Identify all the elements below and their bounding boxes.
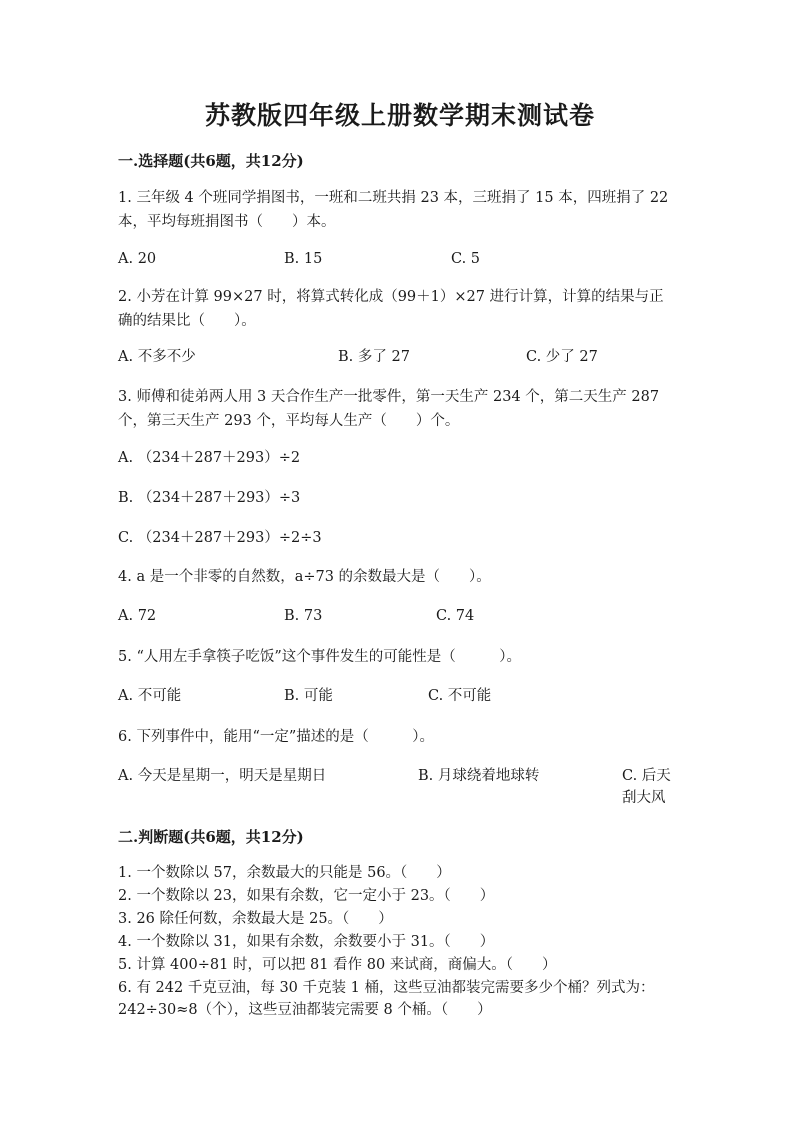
question-1-option-b: B. 15 (284, 251, 323, 267)
question-5-options (118, 685, 678, 707)
judgement-item-5: 5. 计算 400÷81 时，可以把 81 看作 80 来试商，商偏大。（ ） (118, 957, 557, 973)
question-6-text: 6. 下列事件中，能用“一定”描述的是（ ）。 (118, 729, 435, 745)
question-4-option-b: B. 73 (284, 608, 323, 624)
question-4-option-a: A. 72 (118, 608, 157, 624)
judgement-item-2: 2. 一个数除以 23，如果有余数，它一定小于 23。（ ） (118, 888, 495, 904)
question-3-option-b-row (118, 487, 678, 509)
question-2-options (118, 346, 678, 368)
question-2-option-c: C. 少了 27 (526, 349, 598, 365)
question-4-options (118, 605, 678, 627)
question-3-option-a: A. （234＋287＋293）÷2 (118, 450, 301, 466)
judgement-item-1: 1. 一个数除以 57，余数最大的只能是 56。（ ） (118, 865, 451, 881)
section-heading-judgement: 二.判断题(共6题，共12分) (118, 828, 304, 846)
question-6-options (118, 765, 678, 809)
judgement-item-6: 6. 有 242 千克豆油，每 30 千克装 1 桶，这些豆油都装完需要多少个桶？列式为：242÷30≈8（个），这些豆油都装完需要 8 个桶。（ ） (118, 980, 655, 1018)
question-3-option-c-row (118, 527, 678, 549)
question-1-options (118, 248, 678, 270)
question-4-option-c: C. 74 (436, 608, 475, 624)
question-2-option-a: A. 不多不少 (118, 349, 196, 365)
question-6-option-a: A. 今天是星期一，明天是星期日 (118, 768, 327, 784)
question-6-option-c: C. 后天刮大风 (622, 768, 671, 806)
question-1-text: 1. 三年级 4 个班同学捐图书，一班和二班共捐 23 本，三班捐了 15 本，四班捐了 22 本，平均每班捐图书（ ）本。 (118, 190, 669, 230)
question-3-option-c: C. （234＋287＋293）÷2÷3 (118, 530, 322, 546)
question-5-option-c: C. 不可能 (428, 688, 492, 704)
question-3-option-b: B. （234＋287＋293）÷3 (118, 490, 301, 506)
question-6-option-b: B. 月球绕着地球转 (418, 768, 540, 784)
page-title: 苏教版四年级上册数学期末测试卷 (204, 101, 595, 130)
section-heading-choice: 一.选择题(共6题，共12分) (118, 152, 304, 170)
question-2-text: 2. 小芳在计算 99×27 时，将算式转化成（99＋1）×27 进行计算，计算的结果与正确的结果比（ ）。 (118, 289, 664, 329)
question-5-option-b: B. 可能 (284, 688, 333, 704)
question-1-option-c: C. 5 (451, 251, 481, 267)
question-5-option-a: A. 不可能 (118, 688, 182, 704)
judgement-item-3: 3. 26 除任何数，余数最大是 25。（ ） (118, 911, 393, 927)
question-2-option-b: B. 多了 27 (338, 349, 410, 365)
question-1-option-a: A. 20 (118, 251, 157, 267)
question-5-text: 5. “人用左手拿筷子吃饭”这个事件发生的可能性是（ ）。 (118, 649, 522, 665)
question-3-option-a-row (118, 447, 678, 469)
judgement-item-4: 4. 一个数除以 31，如果有余数，余数要小于 31。（ ） (118, 934, 495, 950)
question-4-text: 4. a 是一个非零的自然数，a÷73 的余数最大是（ ）。 (118, 569, 491, 585)
question-3-text: 3. 师傅和徒弟两人用 3 天合作生产一批零件，第一天生产 234 个，第二天生产 287 个，第三天生产 293 个，平均每人生产（ ）个。 (118, 389, 660, 429)
